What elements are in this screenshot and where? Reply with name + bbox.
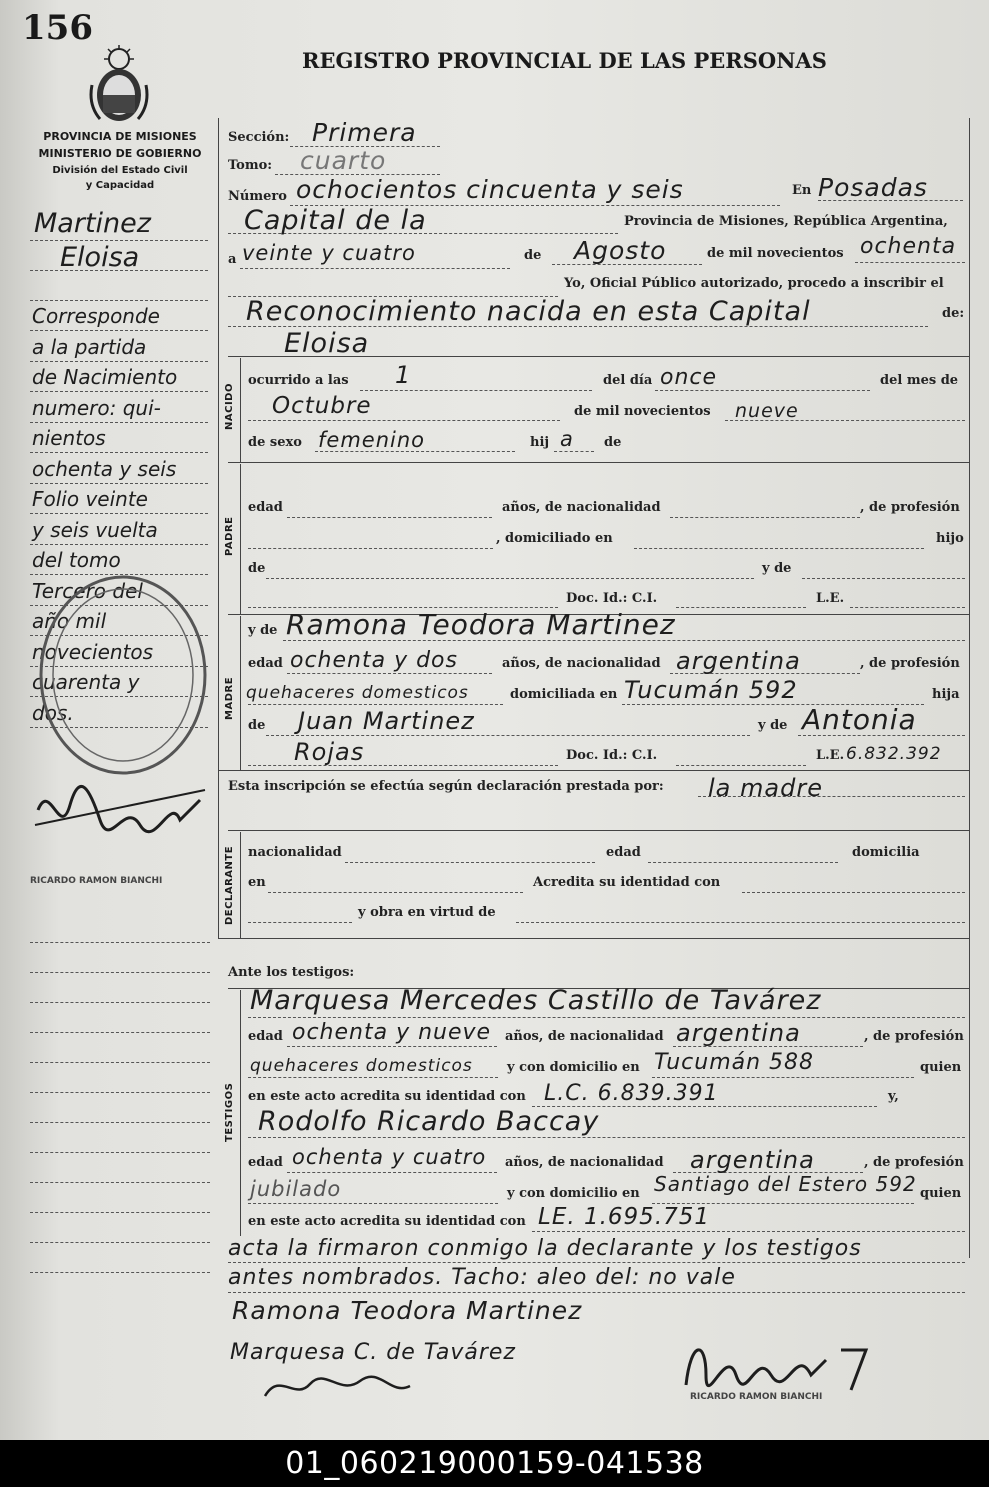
- testigo2-acredita-label: en este acto acredita su identidad con: [248, 1214, 526, 1229]
- officer-stamp-text: RICARDO RAMON BIANCHI: [690, 1392, 823, 1402]
- document-id-footer: 01_060219000159-041538: [0, 1440, 989, 1487]
- madre-edad-label: edad: [248, 656, 283, 671]
- org-line-province: PROVINCIA DE MISIONES: [43, 130, 197, 143]
- madre-domicilio-value: Tucumán 592: [624, 676, 798, 704]
- numero-label: Número: [228, 189, 287, 204]
- testigo1-edad-value: ochenta y nueve: [292, 1020, 492, 1045]
- anio-value: nueve: [735, 400, 799, 422]
- testigos-ante-label: Ante los testigos:: [228, 965, 355, 980]
- margin-note-line: Tercero del: [32, 578, 143, 603]
- declarante-obra-label: y obra en virtud de: [358, 905, 496, 920]
- margin-stamp-text: RICARDO RAMON BIANCHI: [30, 876, 163, 886]
- madre-mother-value: Antonia: [802, 703, 917, 736]
- testigo1-y-label: y,: [888, 1089, 899, 1104]
- en-label: En: [792, 183, 812, 198]
- margin-note-line: cuarenta y: [32, 670, 140, 694]
- hij-label: hij: [530, 435, 550, 450]
- registration-type-value: Reconocimiento nacida en esta Capital: [246, 296, 811, 327]
- month-value: Agosto: [574, 236, 667, 265]
- testigo2-domicilio-value: Santiago del Estero 592: [654, 1172, 917, 1196]
- margin-note-line: Corresponde: [32, 304, 160, 328]
- testigo1-name-value: Marquesa Mercedes Castillo de Tavárez: [250, 985, 822, 1016]
- padre-y-de-label: y de: [762, 561, 792, 576]
- testigo1-profesion-value: quehaceres domesticos: [250, 1056, 473, 1076]
- place-value: Capital de la: [244, 205, 427, 236]
- mes-label: del mes de: [880, 373, 959, 388]
- testigos-side-label: TESTIGOS: [224, 1082, 235, 1142]
- oficial-text: Yo, Oficial Público autorizado, procedo a inscribir el: [564, 276, 944, 291]
- signature-mother: Ramona Teodora Martinez: [232, 1296, 583, 1325]
- sexo-value: femenino: [318, 428, 425, 452]
- official-seal-icon: [35, 570, 215, 784]
- testigo2-profesion-label: , de profesión: [864, 1155, 964, 1170]
- testigo2-documento-value: LE. 1.695.751: [538, 1204, 711, 1230]
- margin-note-line: numero: qui-: [32, 395, 161, 420]
- testigo1-anos-label: años, de nacionalidad: [505, 1029, 664, 1044]
- madre-y-de2-label: y de: [758, 718, 788, 733]
- margin-note-line: del tomo: [32, 548, 121, 572]
- declarante-side-label: DECLARANTE: [224, 845, 235, 925]
- testigo2-anos-label: años, de nacionalidad: [505, 1155, 664, 1170]
- de-colon-label: de:: [942, 306, 965, 321]
- nacido-side-label: NACIDO: [224, 383, 235, 430]
- day-value: veinte y cuatro: [242, 241, 416, 265]
- padre-hijo-label: hijo: [936, 531, 964, 546]
- provincia-text: Provincia de Misiones, República Argentina,: [624, 214, 948, 229]
- madre-profesion-label: , de profesión: [860, 656, 960, 671]
- org-block: [20, 128, 220, 192]
- testigo2-name-value: Rodolfo Ricardo Baccay: [258, 1106, 600, 1137]
- signature-scribble-icon: [260, 1366, 420, 1410]
- margin-signature-icon: [30, 770, 210, 854]
- declarante-acredita-label: Acredita su identidad con: [533, 875, 721, 890]
- testigo1-acredita-label: en este acto acredita su identidad con: [248, 1089, 526, 1104]
- testigo1-nacionalidad-value: argentina: [676, 1019, 801, 1047]
- madre-name-value: Ramona Teodora Martinez: [286, 608, 676, 641]
- margin-note-line: ochenta y seis: [32, 456, 177, 481]
- padre-domiciliado-label: , domiciliado en: [496, 531, 613, 546]
- tomo-value: cuarto: [300, 146, 387, 175]
- testigo2-quien-label: quien: [920, 1186, 962, 1201]
- testigo2-edad-label: edad: [248, 1155, 283, 1170]
- testigo1-profesion-label: , de profesión: [864, 1029, 964, 1044]
- child-name-value: Eloisa: [284, 328, 370, 359]
- tomo-label: Tomo:: [228, 158, 273, 173]
- madre-nacionalidad-value: argentina: [676, 647, 801, 675]
- testigo1-edad-label: edad: [248, 1029, 283, 1044]
- declarante-edad-label: edad: [606, 845, 641, 860]
- year-value: ochenta: [860, 234, 957, 259]
- madre-hija-label: hija: [932, 687, 960, 702]
- padre-anos-label: años, de nacionalidad: [502, 500, 661, 515]
- declarante-domicilia-label: domicilia: [852, 845, 920, 860]
- testigo2-edad-value: ochenta y cuatro: [292, 1145, 487, 1169]
- madre-le-label: L.E.: [816, 748, 845, 763]
- closing-line-2: antes nombrados. Tacho: aleo del: no vale: [228, 1265, 736, 1290]
- a-label: a: [228, 252, 237, 267]
- madre-de-label: de: [248, 718, 266, 733]
- dia-label: del día: [603, 373, 653, 388]
- testigo1-documento-value: L.C. 6.839.391: [544, 1081, 719, 1106]
- padre-le-label: L.E.: [816, 591, 845, 606]
- hora-value: 1: [395, 361, 412, 389]
- madre-profesion-value: quehaceres domesticos: [246, 683, 469, 703]
- page-number: 156: [22, 8, 93, 48]
- padre-doc-label: Doc. Id.: C.I.: [566, 591, 658, 606]
- ocurrido-label: ocurrido a las: [248, 373, 349, 388]
- mil-label: de mil novecientos: [707, 246, 844, 261]
- mil-novecientos-label: de mil novecientos: [574, 404, 711, 419]
- margin-note-line: nientos: [32, 426, 106, 450]
- declaracion-text: Esta inscripción se efectúa según declaración prestada por:: [228, 779, 664, 794]
- de-label: de: [524, 248, 542, 263]
- signature-witness: Marquesa C. de Tavárez: [230, 1340, 516, 1365]
- madre-anos-label: años, de nacionalidad: [502, 656, 661, 671]
- margin-note-line: de Nacimiento: [32, 365, 178, 389]
- padre-de-label: de: [248, 561, 266, 576]
- declarante-nacionalidad-label: nacionalidad: [248, 845, 342, 860]
- margin-note-line: y seis vuelta: [32, 517, 158, 542]
- testigo1-domicilio-label: y con domicilio en: [507, 1060, 640, 1075]
- testigo2-domicilio-label: y con domicilio en: [507, 1186, 640, 1201]
- numero-value: ochocientos cincuenta y seis: [296, 175, 684, 204]
- declaracion-value: la madre: [708, 774, 823, 802]
- madre-edad-value: ochenta y dos: [290, 648, 458, 673]
- margin-note-line: Folio veinte: [32, 487, 148, 511]
- padre-profesion-label: , de profesión: [860, 500, 960, 515]
- madre-father-value: Juan Martinez: [298, 707, 475, 735]
- org-line-ministry: MINISTERIO DE GOBIERNO: [38, 147, 202, 160]
- hij-suffix-value: a: [560, 427, 574, 451]
- org-line-capacity: y Capacidad: [85, 180, 155, 191]
- declarante-en-label: en: [248, 875, 266, 890]
- registry-title: REGISTRO PROVINCIAL DE LAS PERSONAS: [302, 48, 827, 73]
- mes-value: Octubre: [272, 393, 372, 419]
- testigo1-domicilio-value: Tucumán 588: [654, 1050, 815, 1075]
- margin-note-line: dos.: [32, 700, 74, 725]
- margin-note-line: novecientos: [32, 639, 154, 664]
- madre-domiciliada-label: domiciliada en: [510, 687, 618, 702]
- madre-mother-surname-value: Rojas: [294, 738, 365, 766]
- margin-note-line: a la partida: [32, 334, 147, 359]
- org-line-division: División del Estado Civil: [52, 165, 188, 176]
- madre-side-label: MADRE: [224, 676, 235, 720]
- madre-doc-label: Doc. Id.: C.I.: [566, 748, 658, 763]
- en-value: Posadas: [818, 173, 928, 202]
- margin-surname: Martinez: [34, 208, 151, 239]
- padre-side-label: PADRE: [224, 516, 235, 556]
- hij-de-label: de: [604, 435, 622, 450]
- margin-note-line: año mil: [32, 609, 107, 633]
- closing-line-1: acta la firmaron conmigo la declarante y los testigos: [228, 1236, 862, 1261]
- testigo2-profesion-value: jubilado: [250, 1177, 342, 1201]
- seccion-value: Primera: [312, 118, 417, 147]
- seccion-label: Sección:: [228, 130, 290, 145]
- madre-le-value: 6.832.392: [846, 744, 942, 764]
- sexo-label: de sexo: [248, 435, 302, 450]
- dia-value: once: [660, 365, 718, 390]
- madre-y-de-label: y de: [248, 623, 278, 638]
- coat-of-arms-icon: [88, 45, 150, 123]
- testigo2-nacionalidad-value: argentina: [690, 1146, 815, 1174]
- padre-edad-label: edad: [248, 500, 283, 515]
- margin-given-name: Eloisa: [60, 242, 140, 273]
- testigo1-quien-label: quien: [920, 1060, 962, 1075]
